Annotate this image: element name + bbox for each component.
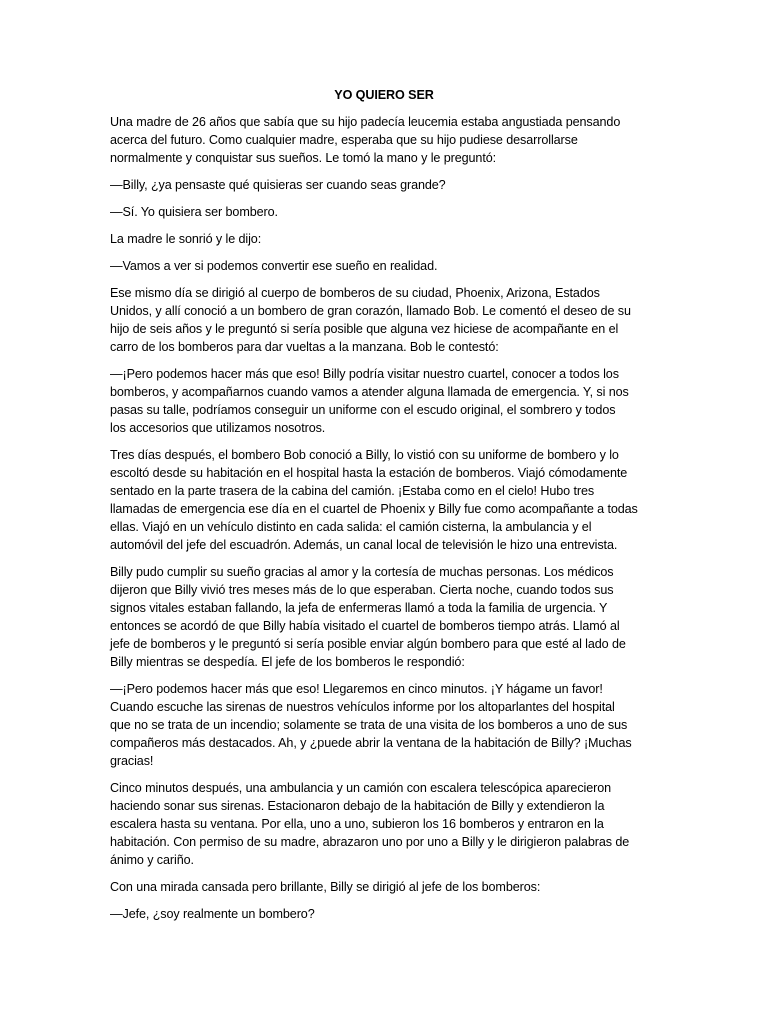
paragraph-3: —Sí. Yo quisiera ser bombero. [110,205,278,219]
document-page [110,86,658,932]
paragraph-10: —¡Pero podemos hacer más que eso! Llegaremos en cinco minutos. ¡Y hágame un favor! Cuando escuche las sirenas de nuestros vehículos informe por los altoparlantes del hospital que no se trata de un incendio; solamente se trata de una visita de los bomberos a uno de sus compañeros más destacados. Ah, y ¿puede abrir la ventana de la habitación de Billy? ¡Muchas gracias! [110,682,632,768]
paragraph-1: Una madre de 26 años que sabía que su hijo padecía leucemia estaba angustiada pensando acerca del futuro. Como cualquier madre, esperaba que su hijo pudiese desarrollarse normalmente y conquistar sus sueños. Le tomó la mano y le preguntó: [110,115,621,165]
paragraph-13: —Jefe, ¿soy realmente un bombero? [110,907,315,921]
paragraph-2: —Billy, ¿ya pensaste qué quisieras ser cuando seas grande? [110,178,446,192]
paragraph-5: —Vamos a ver si podemos convertir ese sueño en realidad. [110,259,438,273]
paragraph-12: Con una mirada cansada pero brillante, Billy se dirigió al jefe de los bomberos: [110,880,541,894]
paragraph-7: —¡Pero podemos hacer más que eso! Billy podría visitar nuestro cuartel, conocer a todos los bomberos, y acompañarnos cuando vamos a atender alguna llamada de emergencia. Y, si nos pasas su talle, podríamos conseguir un uniforme con el escudo original, el sombrero y todos los accesorios que utilizamos nosotros. [110,367,629,435]
document-title: YO QUIERO SER [334,88,434,102]
paragraph-4: La madre le sonrió y le dijo: [110,232,262,246]
paragraph-9: Billy pudo cumplir su sueño gracias al amor y la cortesía de muchas personas. Los médicos dijeron que Billy vivió tres meses más de lo que esperaban. Cierta noche, cuando todos sus signos vitales estaban fallando, la jefa de enfermeras llamó a toda la familia de urgencia. Y entonces se acordó de que Billy había visitado el cuartel de bomberos tiempo atrás. Llamó al jefe de bomberos y le preguntó si sería posible enviar algún bombero para que esté al lado de Billy mientras se despedía. El jefe de los bomberos le respondió: [110,565,626,669]
paragraph-6: Ese mismo día se dirigió al cuerpo de bomberos de su ciudad, Phoenix, Arizona, Estados Unidos, y allí conoció a un bombero de gran corazón, llamado Bob. Le comentó el deseo de su hijo de seis años y le preguntó si sería posible que alguna vez hiciese de acompañante en el carro de los bomberos para dar vueltas a la manzana. Bob le contestó: [110,286,631,354]
paragraph-8: Tres días después, el bombero Bob conoció a Billy, lo vistió con su uniforme de bombero y lo escoltó desde su habitación en el hospital hasta la estación de bomberos. Viajó cómodamente sentado en la parte trasera de la cabina del camión. ¡Estaba como en el cielo! Hubo tres llamadas de emergencia ese día en el cuartel de Phoenix y Billy fue como acompañante a todas ellas. Viajó en un vehículo distinto en cada salida: el camión cisterna, la ambulancia y el automóvil del jefe del escuadrón. Además, un canal local de televisión le hizo una entrevista. [110,448,638,552]
paragraph-11: Cinco minutos después, una ambulancia y un camión con escalera telescópica aparecieron haciendo sonar sus sirenas. Estacionaron debajo de la habitación de Billy y extendieron la escalera hasta su ventana. Por ella, uno a uno, subieron los 16 bomberos y entraron en la habitación. Con permiso de su madre, abrazaron uno por uno a Billy y le dirigieron palabras de ánimo y cariño. [110,781,630,867]
